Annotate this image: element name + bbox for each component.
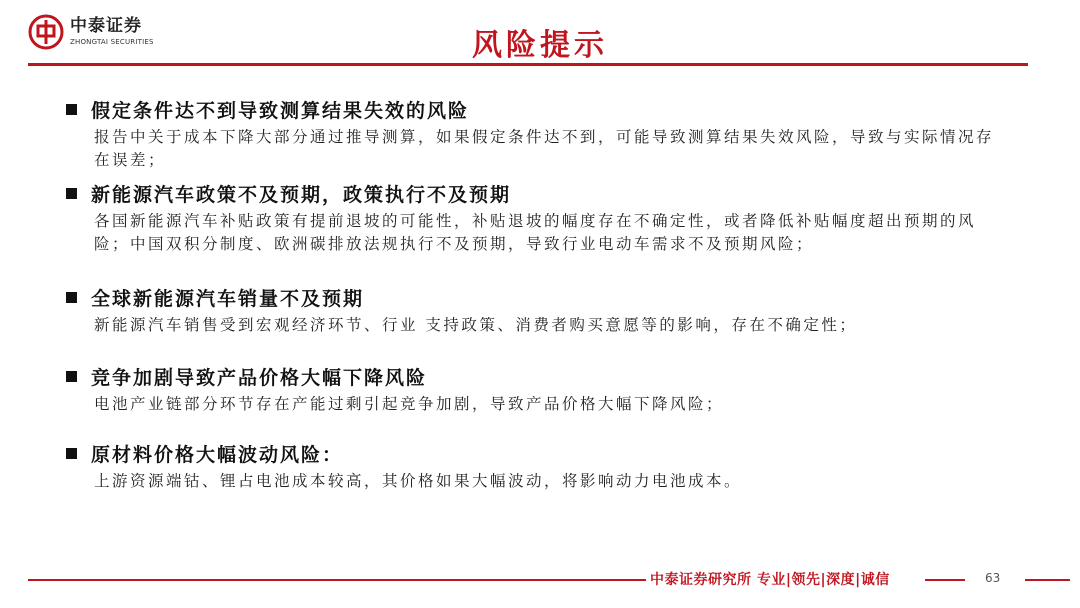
risk-description: 新能源汽车销售受到宏观经济环节、行业 支持政策、消费者购买意愿等的影响，存在不确定性； <box>94 316 858 334</box>
risk-description: 报告中关于成本下降大部分通过推导测算，如果假定条件达不到，可能导致测算结果失效风险，导致与实际情况存在误差； <box>94 128 995 169</box>
brand-name-en: ZHONGTAI SECURITIES <box>70 38 154 46</box>
risk-item <box>66 440 996 493</box>
risk-heading: 原材料价格大幅波动风险： <box>91 444 344 466</box>
footer-rule-mid <box>925 579 965 581</box>
risk-heading: 新能源汽车政策不及预期，政策执行不及预期 <box>91 184 512 206</box>
risk-heading: 假定条件达不到导致测算结果失效的风险 <box>91 100 470 122</box>
risk-heading: 竞争加剧导致产品价格大幅下降风险 <box>91 367 428 389</box>
page-title: 风险提示 <box>472 28 608 63</box>
risk-description: 电池产业链部分环节存在产能过剩引起竞争加剧，导致产品价格大幅下降风险； <box>94 395 725 413</box>
square-bullet-icon <box>66 104 77 115</box>
risk-list <box>66 96 996 493</box>
square-bullet-icon <box>66 292 77 303</box>
title-divider <box>28 63 1028 66</box>
page-number: 63 <box>985 571 1001 585</box>
risk-heading: 全球新能源汽车销量不及预期 <box>91 288 365 310</box>
square-bullet-icon <box>66 448 77 459</box>
page-footer <box>0 568 1080 592</box>
square-bullet-icon <box>66 188 77 199</box>
risk-item <box>66 180 996 256</box>
risk-item <box>66 284 996 337</box>
risk-item <box>66 96 996 172</box>
risk-description: 各国新能源汽车补贴政策有提前退坡的可能性，补贴退坡的幅度存在不确定性，或者降低补贴幅度超出预期的风险；中国双积分制度、欧洲碳排放法规执行不及预期，导致行业电动车需求不及预期风险； <box>94 212 977 253</box>
footer-rule-right <box>1025 579 1070 581</box>
brand-name-cn: 中泰证券 <box>70 16 142 36</box>
square-bullet-icon <box>66 371 77 382</box>
footer-slogan: 中泰证券研究所 专业|领先|深度|诚信 <box>650 572 890 588</box>
footer-rule-left <box>28 579 646 581</box>
risk-description: 上游资源端钴、锂占电池成本较高，其价格如果大幅波动，将影响动力电池成本。 <box>94 472 743 490</box>
risk-item <box>66 363 996 416</box>
